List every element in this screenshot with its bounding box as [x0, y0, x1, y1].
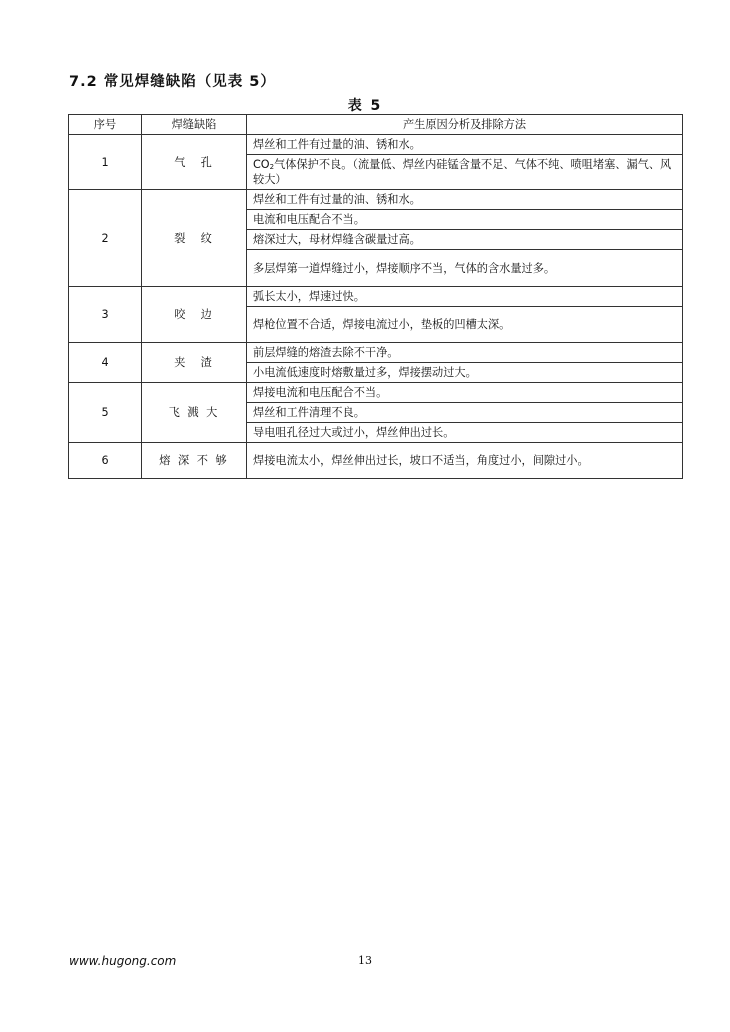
cause-item: 焊接电流和电压配合不当。: [247, 383, 683, 403]
table-row: [69, 135, 683, 155]
cause-item: 焊接电流太小，焊丝伸出过长，坡口不适当，角度过小，间隙过小。: [247, 443, 683, 479]
cause-item: 熔深过大，母材焊缝含碳量过高。: [247, 230, 683, 250]
defect-name: 裂 纹: [142, 190, 247, 287]
cause-item: 小电流低速度时熔敷量过多，焊接摆动过大。: [247, 363, 683, 383]
table-header-row: [69, 115, 683, 135]
table-row: [69, 190, 683, 210]
defect-name: 气 孔: [142, 135, 247, 190]
row-number: 6: [69, 443, 142, 479]
weld-defects-table: [68, 114, 683, 479]
section-title: 7.2 常见焊缝缺陷（见表 5）: [69, 74, 276, 90]
defect-name: 飞 溅 大: [142, 383, 247, 443]
defect-name: 咬 边: [142, 287, 247, 343]
row-number: 2: [69, 190, 142, 287]
header-number: 序号: [69, 115, 142, 135]
cause-item: 焊枪位置不合适，焊接电流过小，垫板的凹槽太深。: [247, 307, 683, 343]
cause-item: 弧长太小，焊速过快。: [247, 287, 683, 307]
cause-item: 多层焊第一道焊缝过小，焊接顺序不当，气体的含水量过多。: [247, 250, 683, 287]
cause-item: 导电咀孔径过大或过小，焊丝伸出过长。: [247, 423, 683, 443]
row-number: 5: [69, 383, 142, 443]
page-number: 13: [358, 954, 372, 967]
table-caption: 表 5: [347, 98, 383, 114]
header-causes: 产生原因分析及排除方法: [247, 115, 683, 135]
cause-item: 前层焊缝的熔渣去除不干净。: [247, 343, 683, 363]
footer-url: www.hugong.com: [69, 954, 177, 968]
table-row: [69, 443, 683, 479]
cause-item: 焊丝和工件清理不良。: [247, 403, 683, 423]
cause-item: $CO_2$气体保护不良。（流量低、焊丝内硅锰含量不足、气体不纯、喷咀堵塞、漏气、风较大）: [247, 155, 683, 190]
defect-name: 夹 渣: [142, 343, 247, 383]
row-number: 1: [69, 135, 142, 190]
cause-item: 焊丝和工件有过量的油、锈和水。: [247, 190, 683, 210]
table-row: [69, 343, 683, 363]
defect-name: 熔 深 不 够: [142, 443, 247, 479]
cause-item: 电流和电压配合不当。: [247, 210, 683, 230]
row-number: 3: [69, 287, 142, 343]
cause-item: 焊丝和工件有过量的油、锈和水。: [247, 135, 683, 155]
header-defect: 焊缝缺陷: [142, 115, 247, 135]
table-row: [69, 383, 683, 403]
row-number: 4: [69, 343, 142, 383]
table-row: [69, 287, 683, 307]
